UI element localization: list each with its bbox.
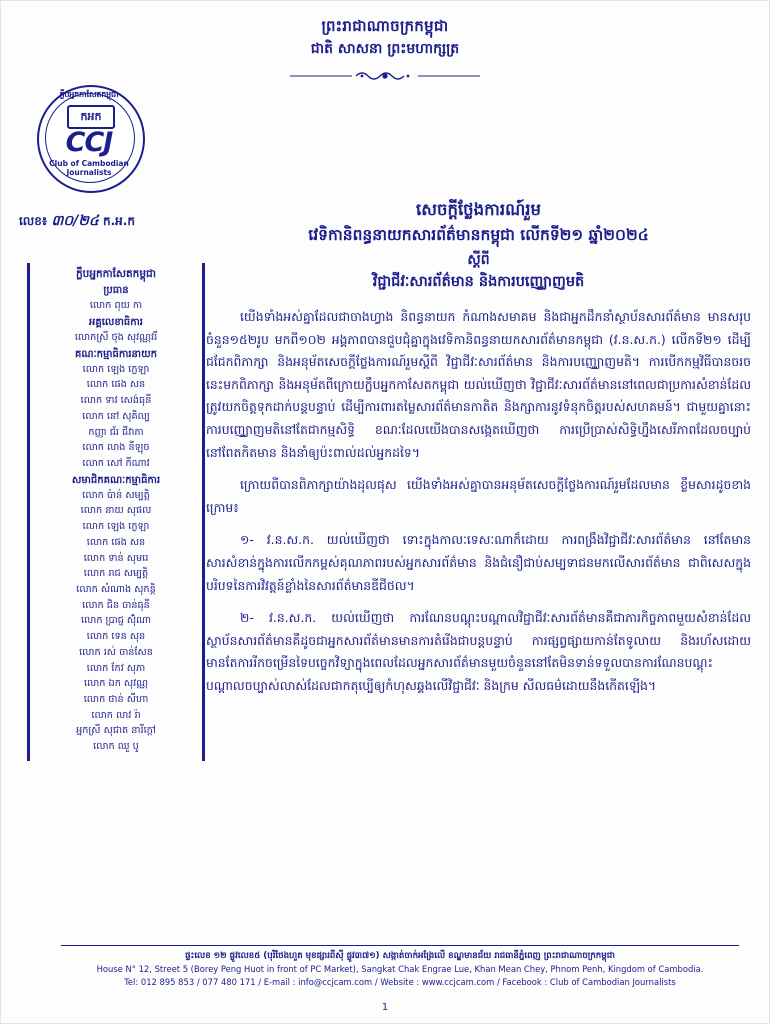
ccj-logo: [23, 83, 155, 205]
reference-suffix: ក.អ.ក: [103, 214, 135, 228]
footer-english-address: House N° 12, Street 5 (Borey Peng Huot in front of PC Market), Sangkat Chak Engrae Lue, Khan Mean Chey, Phnom Penh, Kingdom of Cambodia.: [96, 963, 704, 974]
list-item: លោក សៅ កីណាវ: [82, 457, 150, 469]
chairman-name: លោក ពុយ កា: [89, 300, 143, 312]
org-title-line-2: ប្រធាន: [103, 285, 129, 297]
title-about-label: ស្ដីពី: [467, 251, 490, 268]
list-item: លោក ឯក សុវណ្ណ: [83, 678, 149, 690]
list-item: លោក រាជ សម្បត្តិ: [83, 568, 149, 580]
list-item: លោក ប្រាជ្ញ ស៊ុំណា: [80, 615, 152, 627]
footer-khmer-address: ផ្ទះលេខ ១២ ផ្លូវលេខ៥ (បុរីថែងហួត មុខផ្សារពីស៊ី ផ្លូវ៣៧១) សង្កាត់ចាក់អង្រែលើ ខណ្ឌមានជ័យ រាជធានីភ្នំពេញ ព្រះរាជាណាចក្រកម្ពុជា: [185, 951, 615, 962]
list-item: លោក ថាន់ សីហា: [83, 694, 149, 706]
list-item: លោក ឡេង ក្លេឡា: [82, 521, 150, 533]
list-item: អ្នកស្រី សុជាត នារីក្ដៅ: [76, 725, 156, 737]
document-footer: [61, 945, 739, 989]
list-item: លោក នៅ សុគិល្ប: [82, 410, 150, 422]
title-line-2: វេទិកានិពន្ធនាយកសារព័ត៌មានកម្ពុជា លើកទី២១ ឆ្នាំ២០២៤: [308, 225, 649, 244]
logo-subtitle: Club of Cambodian Journalists: [49, 159, 129, 177]
document-body: [206, 197, 751, 707]
list-item: លោក ផេង សន: [86, 536, 146, 548]
list-item: លោក ឈួ បូ: [93, 741, 139, 753]
list-item: លោក កែវ សុភា: [86, 662, 146, 674]
document-header: [1, 1, 769, 84]
list-item: លោក លាង នីឡុច: [82, 442, 150, 454]
list-item: លោក រស់ ចាន់សែន: [79, 646, 153, 658]
kingdom-line-1: ព្រះរាជាណាចក្រកម្ពុជា: [321, 17, 449, 35]
reference-number: [19, 211, 135, 232]
vice-chairs-role: គណៈកម្មាធិការនាយក: [75, 348, 157, 360]
list-item: លោក ឡេង ក្លេឡា: [82, 363, 150, 375]
title-line-1: សេចក្ដីថ្លែងការណ៍រួម: [416, 200, 541, 219]
list-item: លោក ទាន់ សុមរេ: [83, 552, 149, 564]
footer-contact: Tel: 012 895 853 / 077 480 171 / E-mail : info@ccjcam.com / Website : www.ccjcam.com / Facebook : Club of Cambodian Journalists: [124, 976, 676, 987]
secretary-general-role: អគ្គលេខាធិការ: [89, 316, 143, 328]
kingdom-line-2: ជាតិ សាសនា ព្រះមហាក្សត្រ: [310, 40, 460, 57]
secretary-general-name: លោកស្រី ថុង សុវណ្ណវរី: [74, 331, 158, 343]
logo-monogram: កអក: [67, 105, 115, 129]
list-item: លោក សំណាង សុកន្តិ: [76, 584, 156, 595]
page-title: [206, 197, 751, 294]
khmer-divider-ornament-icon: [290, 68, 480, 84]
list-item: លោក ផេង សន: [86, 379, 146, 391]
logo-acronym: CCJ: [65, 127, 113, 158]
paragraph: យើងទាំងអស់គ្នាដែលជាចាងហ្វាង និពន្ធនាយក កំណាងសមាគម និងជាអ្នកដឹកនាំស្ថាប័នសារព័ត៌មាន មានសរុបចំនួន១៥២រូប មកពី១០២ អង្គភាពបានជួបជុំគ្នាក្នុងវេទិកានិពន្ធនាយកសារព័ត៌មានកម្ពុជា (វ.ន.ស.ក.) លើកទី២១ ដើម្បីជជែកពិភាក្សា និងអនុម័តសេចក្ដីថ្លែងការណ៍រួមស្ដីពី វិជ្ជាជីវៈសារព័ត៌មាន និងការបញ្ឈោញមតិ។ ការបើកកម្មវិធីបានចរចនេះមកពិភាក្សា និងអនុម័តពីក្រោយក្លឹបអ្នកកាសែតកម្ពុជា យល់ឃើញថា វិជ្ជាជីវៈសារព័ត៌មាននៅពេលជាប្រការសំខាន់ដែលត្រូវយកចិត្តទុកដាក់បន្តបន្ទាប់ ដើម្បីការពារតម្លៃសារព័ត៌មានកាតិត និងក្សាការនូវទំនុកចិត្តរបស់សហគមន៍។ ជាមួយគ្នានោះ ការបញ្ឈោញមតិនៅតែជាកម្មសិទ្ធិ ខណៈដែលយើងបានសង្កេតឃើញថា ការប្រើប្រាស់សិទ្ធិហ្នឹងសេរីភាពដែលចប្បាប់នៅពែតកិតមាន និងនាំឲ្យប៉ះពាល់ដល់អ្នកដទៃ។: [206, 309, 751, 460]
list-item: លោក លាវ រ៉ា: [91, 709, 141, 721]
list-item: លោក ទេន សុន: [86, 631, 146, 643]
reference-value: ៣០/២៤: [51, 213, 99, 229]
title-topic: វិជ្ជាជីវៈសារព័ត៌មាន និងការបញ្ឈោញមតិ: [372, 273, 585, 290]
logo-ring-text: ក្លឹបអ្នកកាសែតកម្ពុជា: [59, 90, 119, 99]
paragraph: ក្រោយពីបានពិភាក្សាយ៉ាងដុលផុស យើងទាំងអស់គ្នាបានអនុម័តសេចក្ដីថ្លែងការណ៍រួមដែលមាន ខ្លឹមសារដូចខាងក្រោម៖: [206, 477, 751, 515]
list-item: លោក ជិន ចាន់ធុនី: [82, 599, 150, 611]
members-role: សមាជិកគណៈកម្មាធិការ: [71, 474, 161, 486]
list-item: លោក នាយ សុផល: [80, 505, 152, 517]
list-item: លោក ប៉ាន់ សម្បត្តិ: [82, 489, 150, 501]
org-title-line-1: ក្លឹបអ្នកកាសែតកម្ពុជា: [76, 268, 156, 280]
officers-sidebar: [27, 263, 205, 761]
reference-label: លេខ៖: [19, 214, 48, 228]
paragraph: ២- វ.ន.ស.ក. យល់ឃើញថា ការណែនបណ្ដុះបណ្ដាលវិជ្ជាជីវៈសារព័ត៌មានគឺជាភារកិច្ចភាពមួយសំខាន់ដែលស្ថាប័នសារព័ត៌មានគឺដូចជាអ្នកសារព័ត៌មានមានការតំរើងជាបន្តបន្ទាប់ ការផ្សព្វផ្សាយកាន់តែទូលាយ និងរហ័សដោយមានតែការរីកចម្រើនទៃបច្ចេកវិទ្យាក្នុងពេលដែលអ្នកសារព័ត៌មានមួយចំនួននៅតែមិនទាន់ទទួលបានការណែនបណ្ដុះបណ្ដាលចប្បាស់លាស់ដែលជាកតុប្បើឲ្យកំហុសឆ្គងលើវិជ្ជាជីវៈ និងក្រម សីលធម៌ដោយនឹងកើតឡើង។: [206, 610, 751, 693]
list-item: លោក ទាវ សេង់ធុនី: [80, 395, 152, 407]
page-number: 1: [381, 1002, 389, 1013]
paragraph: ១- វ.ន.ស.ក. យល់ឃើញថា ទោះក្នុងកាលៈទេសៈណាក៏ដោយ ការពង្រឹងវិជ្ជាជីវៈសារព័ត៌មាន នៅតែមានសារសំខាន់ក្នុងការលើកកម្ពស់គុណភាពរបស់អ្នកសារព័ត៌មាន និងជំនឿជាប់សម្បទាជនមកលើសារព័ត៌មាន ជាពិសេសក្នុងបរិបទនៃការវិវត្តន៍ខ្លាំងនៃសារព័ត៌មានឌីជីថល។: [206, 532, 751, 593]
list-item: កញ្ញា ជ័រ ជីវាភា: [88, 426, 144, 438]
